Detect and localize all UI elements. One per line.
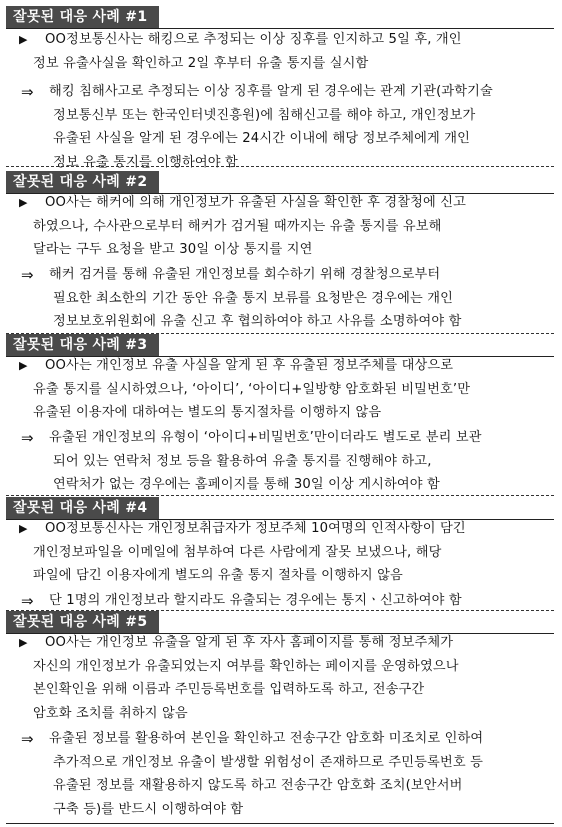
fact-line: OO사는 해커에 의해 개인정보가 유출된 사실을 확인한 후 경찰청에 신고 xyxy=(45,195,467,210)
lesson-line: 유출된 정보를 재활용하지 않도록 하고 전송구간 암호화 조치(보안서버 xyxy=(53,778,463,793)
right-triangle-icon: ▶ xyxy=(19,636,28,649)
fact-line: 파일에 담긴 이용자에게 별도의 유출 통지 절차를 이행하지 않음 xyxy=(33,568,403,583)
double-arrow-icon: ⇒ xyxy=(21,730,34,748)
lesson-line: 추가적으로 개인정보 유출이 발생할 위험성이 존재하므로 주민등록번호 등 xyxy=(53,754,483,770)
lesson-line: 유출된 사실을 알게 된 경우에는 24시간 이내에 해당 정보주체에게 개인 xyxy=(53,131,471,146)
fact-line: 본인확인을 위해 이름과 주민등록번호를 입력하도록 하고, 전송구간 xyxy=(33,682,425,697)
lesson-line: 정보 유출 통지를 이행하여야 함 xyxy=(53,154,238,170)
fact-line: 자신의 개인정보가 유출되었는지 여부를 확인하는 페이지를 운영하였으나 xyxy=(33,658,459,674)
lesson-line: 정보보호위원회에 유출 신고 후 협의하여야 하고 사유를 소명하여야 함 xyxy=(53,314,462,329)
case-title: 잘못된 대응 사례 #5 xyxy=(6,611,159,634)
lesson-line: 필요한 최소한의 기간 동안 유출 통지 보류를 요청받은 경우에는 개인 xyxy=(53,290,453,306)
lesson-line: 구축 등)를 반드시 이행하여야 함 xyxy=(53,801,244,817)
fact-line: OO사는 개인정보 유출 사실을 알게 된 후 유출된 정보주체를 대상으로 xyxy=(45,358,454,373)
case-title: 잘못된 대응 사례 #4 xyxy=(6,497,159,520)
lesson-line: 되어 있는 연락처 정보 등을 활용하여 유출 통지를 진행해야 하고, xyxy=(53,453,432,469)
fact-line: 하였으나, 수사관으로부터 해커가 검거될 때까지는 유출 통지를 유보해 xyxy=(33,218,442,234)
lesson-line: 연락처가 없는 경우에는 홈페이지를 통해 30일 이상 게시하여야 함 xyxy=(53,477,440,492)
fact-line: 유출된 이용자에 대하여는 별도의 통지절차를 이행하지 않음 xyxy=(33,405,382,420)
fact-line: OO사는 개인정보 유출을 알게 된 후 자사 홈페이지를 통해 정보주체가 xyxy=(45,635,454,650)
lesson-line: 유출된 정보를 활용하여 본인을 확인하고 전송구간 암호화 미조치로 인하여 xyxy=(49,731,484,746)
lesson-line: 해킹 침해사고로 추정되는 이상 징후를 알게 된 경우에는 관계 기관(과학기술 xyxy=(49,84,493,99)
case-title: 잘못된 대응 사례 #2 xyxy=(6,171,159,194)
header-rule xyxy=(6,28,554,29)
double-arrow-icon: ⇒ xyxy=(21,266,34,284)
double-arrow-icon: ⇒ xyxy=(21,592,34,610)
bottom-rule xyxy=(6,823,554,824)
fact-line: 개인정보파일을 이메일에 첨부하여 다른 사람에게 잘못 보냈으나, 해당 xyxy=(33,544,442,560)
right-triangle-icon: ▶ xyxy=(19,522,28,535)
section-divider xyxy=(6,495,554,496)
fact-line: 달라는 구두 요청을 받고 30일 이상 통지를 지연 xyxy=(33,242,313,257)
case-title: 잘못된 대응 사례 #3 xyxy=(6,334,159,357)
double-arrow-icon: ⇒ xyxy=(21,83,34,101)
right-triangle-icon: ▶ xyxy=(19,33,28,46)
lesson-line: 해커 검거를 통해 유출된 개인정보를 회수하기 위해 경찰청으로부터 xyxy=(49,267,441,282)
fact-line: 정보 유출사실을 확인하고 2일 후부터 유출 통지를 실시함 xyxy=(33,55,369,71)
right-triangle-icon: ▶ xyxy=(19,196,28,209)
right-triangle-icon: ▶ xyxy=(19,359,28,372)
fact-line: 유출 통지를 실시하였으나, ‘아이디’, ‘아이디+일방향 암호화된 비밀번호’만 xyxy=(33,381,471,397)
section-divider xyxy=(6,166,554,167)
lesson-line: 유출된 개인정보의 유형이 ‘아이디+비밀번호’만이더라도 별도로 분리 보관 xyxy=(49,430,482,445)
double-arrow-icon: ⇒ xyxy=(21,429,34,447)
lesson-line: 정보통신부 또는 한국인터넷진흥원)에 침해신고를 해야 하고, 개인정보가 xyxy=(53,107,476,123)
fact-line: OO정보통신사는 해킹으로 추정되는 이상 징후를 인지하고 5일 후, 개인 xyxy=(45,32,462,47)
case-title: 잘못된 대응 사례 #1 xyxy=(6,6,159,29)
fact-line: OO정보통신사는 개인정보취급자가 정보주체 10여명의 인적사항이 담긴 xyxy=(45,521,466,536)
fact-line: 암호화 조치를 취하지 않음 xyxy=(33,705,188,721)
lesson-line: 단 1명의 개인정보라 할지라도 유출되는 경우에는 통지ㆍ신고하여야 함 xyxy=(49,593,462,608)
